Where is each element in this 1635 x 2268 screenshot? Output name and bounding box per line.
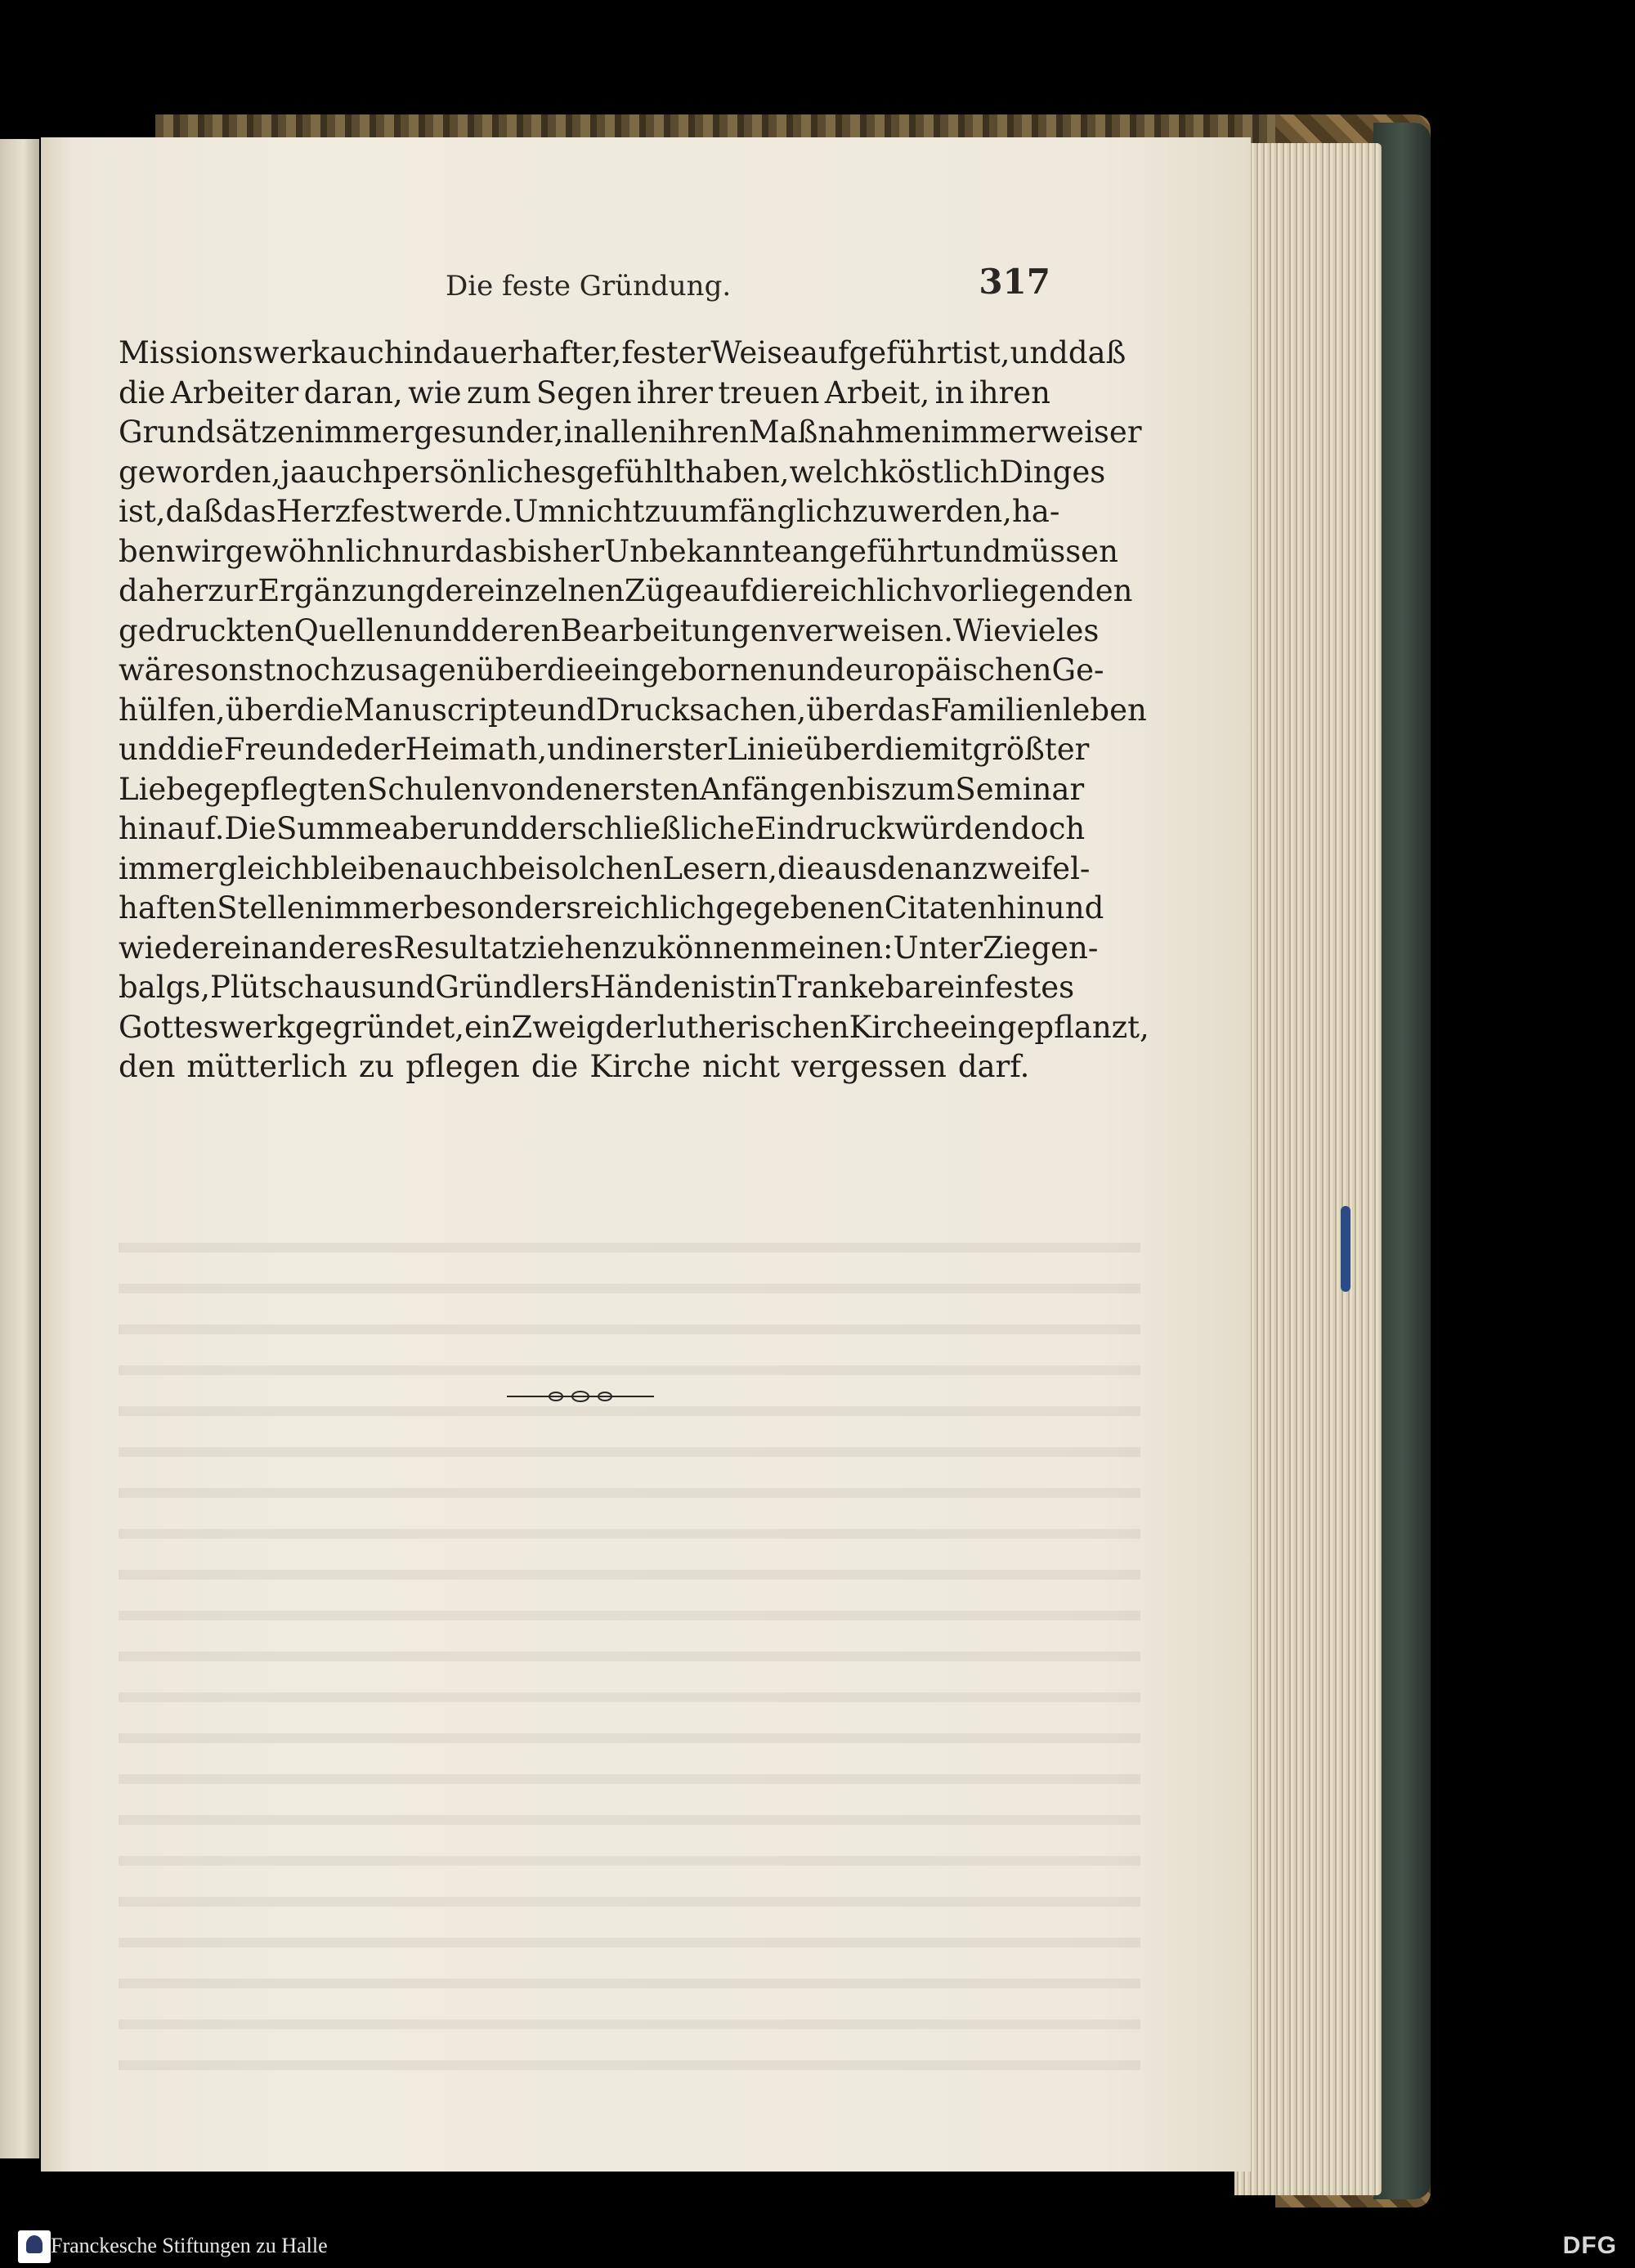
- word: auf: [702, 573, 751, 608]
- text-line: [119, 651, 1104, 691]
- text-line: [119, 770, 1085, 810]
- word: mit: [921, 732, 973, 767]
- word: Lesern,: [662, 850, 777, 886]
- word: hülfen,: [119, 692, 226, 728]
- word: zu: [852, 494, 888, 529]
- word: Citaten: [884, 890, 997, 926]
- word: die: [531, 1049, 579, 1084]
- body-text: [119, 334, 1149, 1087]
- word: und: [943, 533, 1002, 569]
- word: schließliche: [571, 811, 755, 846]
- word: und: [1045, 890, 1104, 926]
- word: Herz: [275, 494, 351, 529]
- francke-foundation-logo-icon: [18, 2230, 51, 2263]
- word: treuen: [718, 374, 820, 410]
- word: gegebenen: [715, 890, 885, 926]
- word: Freunde: [223, 732, 354, 767]
- word: gegründet,: [295, 1009, 464, 1045]
- word: allen: [593, 415, 668, 450]
- word: das: [222, 494, 276, 529]
- book-cover-spine: [1373, 123, 1431, 2199]
- word: der: [425, 573, 477, 608]
- word: weiser: [1040, 415, 1142, 450]
- word: und: [1010, 335, 1068, 370]
- text-line: [119, 334, 1127, 374]
- word: der: [605, 1009, 657, 1045]
- word: bei: [498, 850, 545, 886]
- word: mütterlich: [186, 1049, 347, 1084]
- word: angeführt: [791, 533, 943, 569]
- word: ist: [710, 970, 748, 1005]
- word: Stellen: [217, 890, 325, 926]
- word: europäischen: [845, 652, 1052, 688]
- word: ha-: [1011, 494, 1060, 529]
- word: größter: [972, 732, 1090, 767]
- word: Summe: [275, 811, 392, 846]
- word: von: [490, 771, 546, 807]
- word: nicht: [701, 1049, 781, 1084]
- word: einzelnen: [477, 573, 625, 608]
- word: fest: [351, 494, 408, 529]
- word: welch: [789, 454, 880, 490]
- word: Wie: [952, 612, 1012, 648]
- word: ersten: [602, 771, 700, 807]
- word: balgs,: [119, 970, 211, 1005]
- word: noch: [275, 652, 350, 688]
- word: ihren: [969, 374, 1050, 410]
- word: in: [605, 732, 635, 767]
- word: nicht: [567, 494, 645, 529]
- word: Liebe: [119, 771, 204, 807]
- word: Quellen: [293, 612, 413, 648]
- text-line: [119, 730, 1090, 770]
- word: und: [119, 732, 177, 767]
- word: haften: [119, 890, 217, 926]
- bookmark-ribbon: [1341, 1206, 1351, 1292]
- word: gedruckten: [119, 612, 294, 648]
- word: den: [119, 1049, 176, 1084]
- word: ein: [464, 1009, 512, 1045]
- viewer-footer: [0, 2225, 1635, 2268]
- word: Kirche: [849, 1009, 951, 1045]
- word: fester: [621, 335, 711, 370]
- word: hin: [997, 890, 1046, 926]
- word: gesunder,: [414, 415, 564, 450]
- word: daß: [165, 494, 223, 529]
- word: daß: [1068, 335, 1127, 370]
- text-line: [119, 413, 1142, 453]
- word: Gründlers: [435, 970, 590, 1005]
- word: Ge-: [1051, 652, 1104, 688]
- word: aber: [392, 811, 462, 846]
- word: ziehen: [521, 930, 622, 966]
- word: den: [877, 850, 934, 886]
- word: Seminar: [955, 771, 1085, 807]
- word: gepflegten: [203, 771, 368, 807]
- page-number: 317: [979, 262, 1050, 302]
- word: zu: [644, 494, 680, 529]
- text-line: [119, 809, 1086, 849]
- word: ein: [937, 970, 984, 1005]
- word: lutherischen: [656, 1009, 849, 1045]
- word: Schulen: [367, 771, 491, 807]
- word: Unter: [893, 930, 983, 966]
- text-line: [119, 1047, 1050, 1087]
- word: zu: [358, 1049, 395, 1084]
- word: sonst: [195, 652, 276, 688]
- word: Zweig: [511, 1009, 606, 1045]
- word: anderes: [271, 930, 394, 966]
- word: Bearbeitungen: [560, 612, 788, 648]
- word: ihrer: [637, 374, 713, 410]
- word: Heimath,: [405, 732, 548, 767]
- word: Plütschaus: [210, 970, 377, 1005]
- word: und: [547, 732, 606, 767]
- word: es: [1072, 454, 1106, 490]
- word: festes: [983, 970, 1075, 1005]
- running-head: [119, 262, 1050, 311]
- word: Ergänzung: [258, 573, 426, 608]
- word: und: [786, 652, 845, 688]
- word: solchen: [544, 850, 663, 886]
- word: müssen: [1001, 533, 1118, 569]
- word: reichlich: [798, 573, 933, 608]
- word: köstlich: [879, 454, 1000, 490]
- word: darf.: [957, 1049, 1030, 1084]
- word: immer: [324, 890, 424, 926]
- word: vergessen: [791, 1049, 947, 1084]
- word: hinauf.: [119, 811, 225, 846]
- word: gleich: [217, 850, 311, 886]
- word: Züge: [624, 573, 703, 608]
- word: gefühlt: [576, 454, 686, 490]
- word: Resultat: [393, 930, 522, 966]
- word: Linie: [727, 732, 804, 767]
- text-line: [119, 571, 1133, 612]
- word: daher: [119, 573, 208, 608]
- word: ein: [223, 930, 271, 966]
- word: und: [376, 970, 436, 1005]
- word: sagen: [385, 652, 476, 688]
- word: Ziegen-: [983, 930, 1099, 966]
- word: wäre: [119, 652, 195, 688]
- word: Trankebar: [777, 970, 938, 1005]
- word: Missionswerk: [119, 335, 330, 370]
- word: zum: [467, 374, 531, 410]
- word: die: [177, 732, 224, 767]
- section-ornament: [507, 1390, 654, 1403]
- word: über: [804, 732, 876, 767]
- word: Arbeiter: [170, 374, 299, 410]
- word: zu: [621, 930, 657, 966]
- word: das: [877, 692, 931, 728]
- word: eingepflanzt,: [950, 1009, 1149, 1045]
- text-line: [119, 374, 1050, 414]
- word: Weise: [710, 335, 800, 370]
- word: Maßnahmen: [748, 415, 941, 450]
- text-line: [119, 1008, 1149, 1048]
- text-line: [119, 453, 1106, 493]
- word: die: [777, 850, 825, 886]
- word: es: [542, 454, 576, 490]
- text-line: [119, 968, 1075, 1008]
- word: vieles: [1011, 612, 1100, 648]
- word: das: [455, 533, 508, 569]
- word: persönlich: [382, 454, 543, 490]
- word: die: [119, 374, 166, 410]
- word: in: [403, 335, 433, 370]
- word: werden,: [887, 494, 1012, 529]
- word: meinen:: [769, 930, 894, 966]
- word: immer: [119, 850, 218, 886]
- word: haben,: [685, 454, 790, 490]
- text-line: [119, 691, 1147, 731]
- word: bleiben: [311, 850, 425, 886]
- word: vorliegenden: [932, 573, 1133, 608]
- text-line: [119, 532, 1118, 572]
- word: die: [546, 652, 594, 688]
- word: deren: [471, 612, 561, 648]
- word: ja: [280, 454, 308, 490]
- text-line: [119, 492, 1060, 532]
- word: Ding: [999, 454, 1073, 490]
- word: über: [225, 692, 297, 728]
- word: Gotteswerk: [119, 1009, 296, 1045]
- word: verweisen.: [787, 612, 953, 648]
- word: Segen: [535, 374, 632, 410]
- running-title: Die feste Gründung.: [446, 270, 732, 303]
- word: auch: [329, 335, 404, 370]
- institution-label: Franckesche Stiftungen zu Halle: [51, 2234, 328, 2257]
- word: Anfängen: [699, 771, 847, 807]
- word: erster: [634, 732, 728, 767]
- word: Um: [513, 494, 567, 529]
- word: pflegen: [405, 1049, 520, 1084]
- word: Händen: [589, 970, 710, 1005]
- word: dauerhafter,: [432, 335, 622, 370]
- word: an: [934, 850, 972, 886]
- word: aufgeführt: [800, 335, 964, 370]
- word: nur: [401, 533, 455, 569]
- word: zweifel-: [971, 850, 1091, 886]
- word: bis: [846, 771, 891, 807]
- word: zu: [349, 652, 386, 688]
- word: immer: [940, 415, 1041, 450]
- word: ihren: [667, 415, 749, 450]
- left-page-edge: [0, 139, 39, 2158]
- word: über: [806, 692, 878, 728]
- word: und: [412, 612, 472, 648]
- word: in: [563, 415, 594, 450]
- word: der: [519, 811, 572, 846]
- word: eingebornen: [594, 652, 787, 688]
- word: Die: [224, 811, 276, 846]
- word: wir: [175, 533, 226, 569]
- word: die: [875, 732, 922, 767]
- word: der: [353, 732, 405, 767]
- word: umfänglich: [679, 494, 853, 529]
- word: würden: [894, 811, 1011, 846]
- show-through-text: [119, 1225, 1140, 2083]
- word: Kirche: [589, 1049, 691, 1084]
- word: und: [537, 692, 596, 728]
- word: Familienleben: [930, 692, 1147, 728]
- word: Arbeit,: [824, 374, 930, 410]
- word: die: [750, 573, 799, 608]
- word: Unbekannte: [604, 533, 792, 569]
- word: wie: [408, 374, 462, 410]
- word: Grundsätzen: [119, 415, 315, 450]
- word: die: [296, 692, 344, 728]
- word: den: [545, 771, 602, 807]
- word: Drucksachen,: [595, 692, 807, 728]
- word: doch: [1010, 811, 1086, 846]
- dfg-logo: DFG: [1562, 2232, 1617, 2259]
- word: können: [656, 930, 770, 966]
- word: reichlich: [581, 890, 716, 926]
- word: besonders: [423, 890, 582, 926]
- word: zum: [890, 771, 956, 807]
- word: auch: [424, 850, 499, 886]
- word: geworden,: [119, 454, 281, 490]
- word: ist,: [963, 335, 1010, 370]
- text-line: [119, 929, 1099, 969]
- text-line: [119, 889, 1104, 929]
- word: in: [747, 970, 777, 1005]
- text-line: [119, 612, 1100, 652]
- word: ben: [119, 533, 176, 569]
- page-block-edges: [1234, 143, 1382, 2195]
- word: über: [475, 652, 547, 688]
- word: Eindruck: [755, 811, 895, 846]
- word: daran,: [303, 374, 403, 410]
- word: immer: [314, 415, 414, 450]
- word: zur: [208, 573, 258, 608]
- word: ist,: [119, 494, 166, 529]
- word: bisher: [508, 533, 605, 569]
- text-line: [119, 849, 1091, 890]
- word: Manuscripte: [343, 692, 538, 728]
- word: in: [934, 374, 965, 410]
- word: gewöhnlich: [225, 533, 402, 569]
- word: wieder: [119, 930, 224, 966]
- word: und: [461, 811, 520, 846]
- word: auch: [307, 454, 383, 490]
- word: aus: [824, 850, 878, 886]
- word: werde.: [407, 494, 513, 529]
